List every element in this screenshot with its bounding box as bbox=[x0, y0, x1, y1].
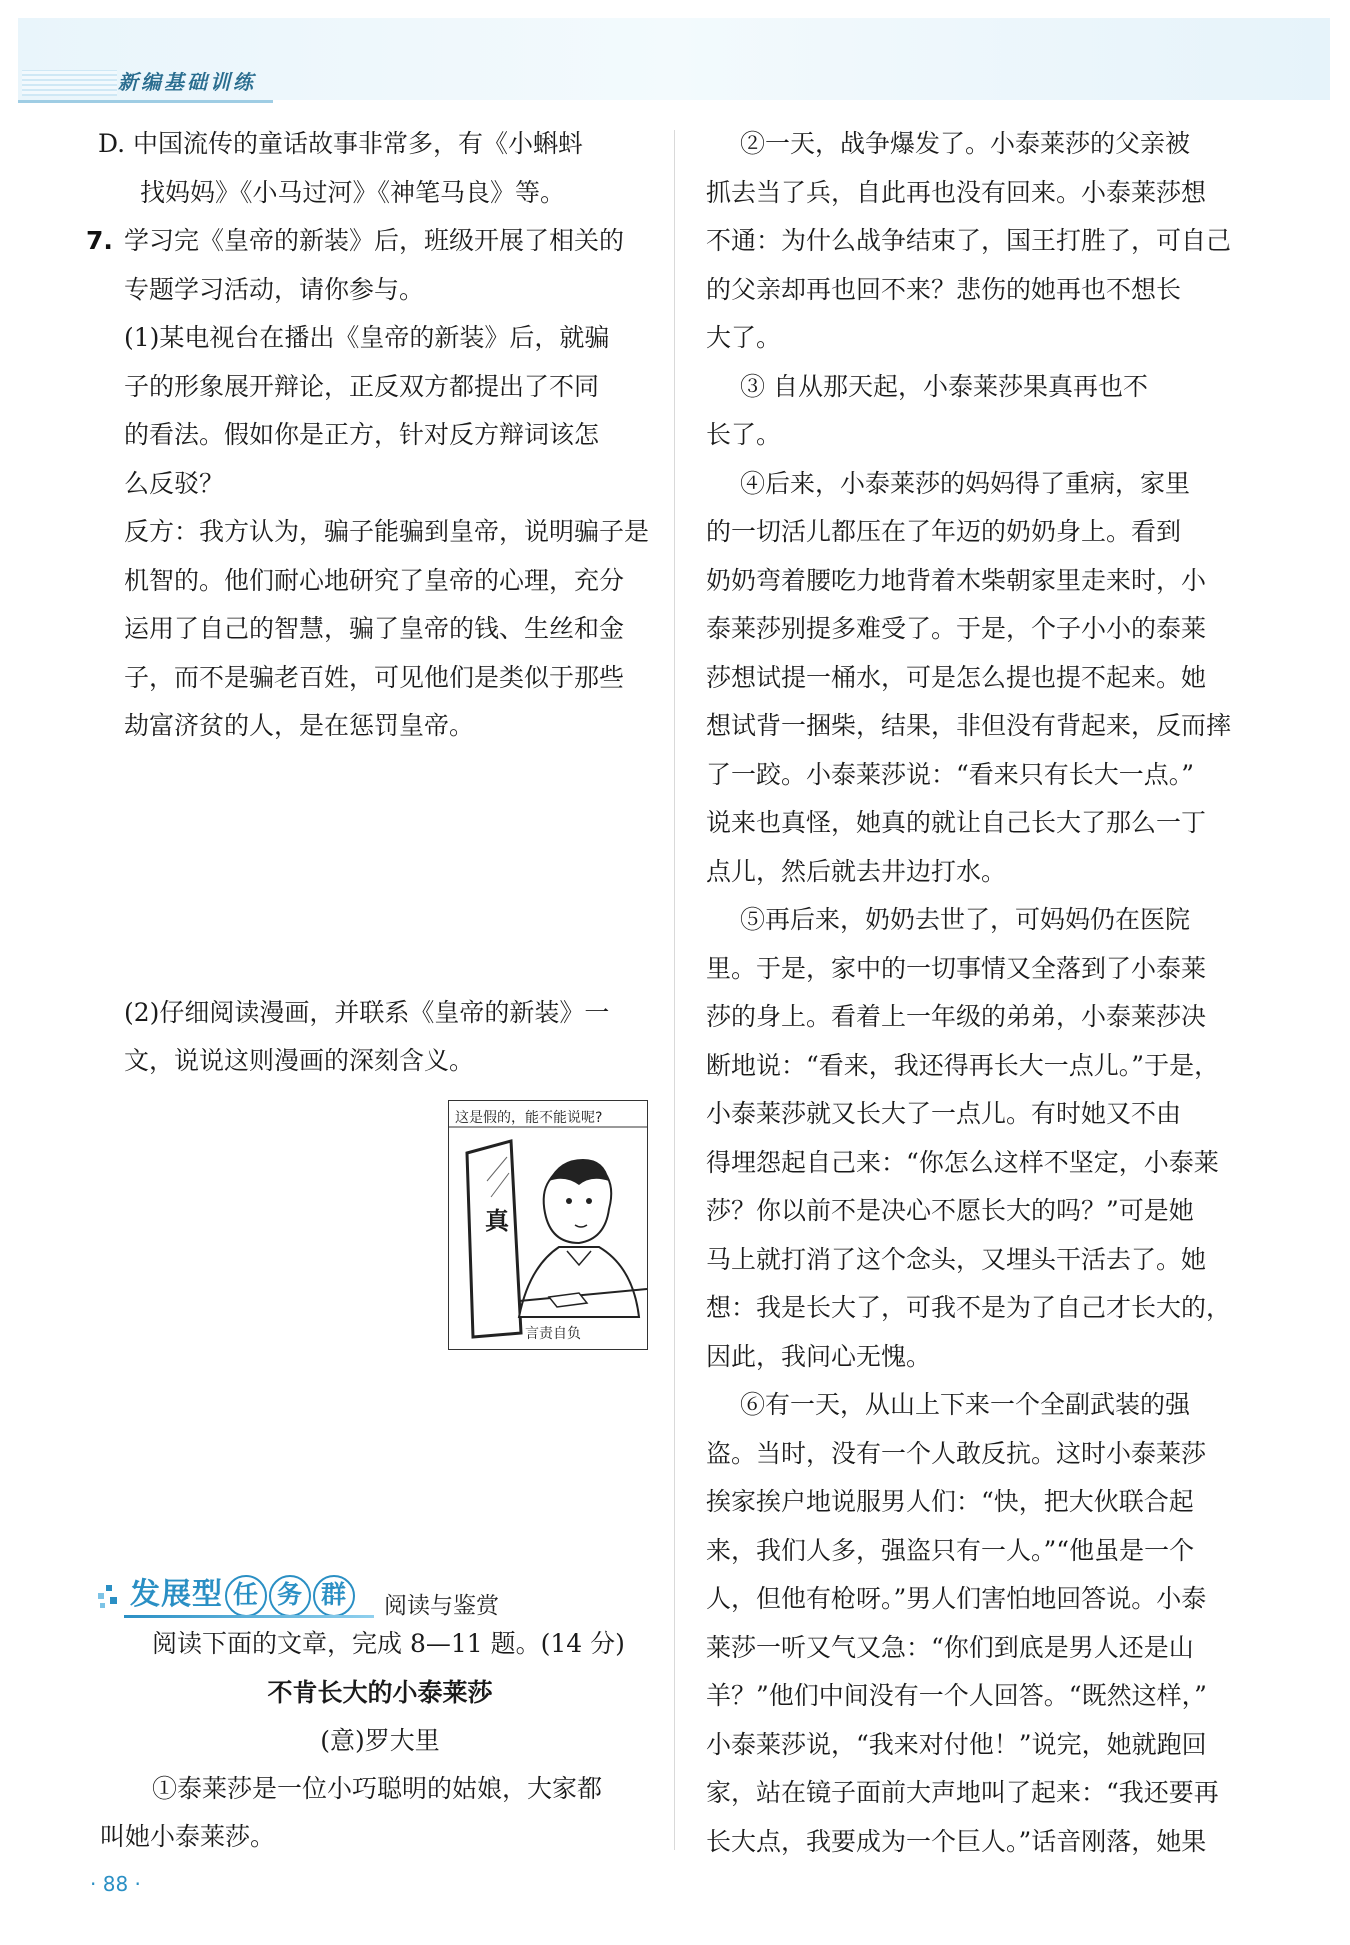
article-line: 来，我们人多，强盗只有一人。”“他虽是一个 bbox=[706, 1535, 1195, 1565]
article-line: 抓去当了兵，自此再也没有回来。小泰莱莎想 bbox=[706, 177, 1207, 207]
article-line: 家，站在镜子面前大声地叫了起来：“我还要再 bbox=[706, 1778, 1219, 1807]
mirror-text: 真 bbox=[485, 1207, 509, 1235]
eye bbox=[566, 1198, 572, 1204]
body bbox=[519, 1247, 639, 1317]
article-author: (意)罗大里 bbox=[320, 1725, 440, 1755]
right-column bbox=[706, 120, 1266, 1866]
answer-space-1[interactable] bbox=[124, 751, 650, 989]
circled-char: 任 bbox=[225, 1575, 267, 1617]
article-line: ②一天，战争爆发了。小泰莱莎的父亲被 bbox=[740, 129, 1191, 158]
option-d-line: 找妈妈》《小马过河》《神笔马良》等。 bbox=[140, 177, 566, 207]
article-line: ④后来，小泰莱莎的妈妈得了重病，家里 bbox=[740, 468, 1191, 498]
sub-question-2 bbox=[124, 989, 650, 1086]
article-line: 奶奶弯着腰吃力地背着木柴朝家里走来时，小 bbox=[706, 565, 1207, 595]
argument-line: 子，而不是骗老百姓，可见他们是类似于那些 bbox=[124, 662, 625, 692]
article-line: 因此，我问心无愧。 bbox=[706, 1341, 932, 1371]
task-banner bbox=[94, 1565, 654, 1625]
article-line: 的一切活儿都压在了年迈的奶奶身上。看到 bbox=[706, 517, 1182, 546]
article-line: ③ 自从那天起，小泰莱莎果真再也不 bbox=[740, 371, 1148, 401]
sub-question-line: 么反驳？ bbox=[124, 468, 225, 498]
article-paragraph-line: 叫她小泰莱莎。 bbox=[100, 1822, 276, 1851]
sub-question-line: 子的形象展开辩论，正反双方都提出了不同 bbox=[124, 371, 600, 401]
argument-line: 反方：我方认为，骗子能骗到皇帝，说明骗子是 bbox=[124, 517, 650, 546]
article-line: 泰莱莎别提多难受了。于是，个子小小的泰莱 bbox=[706, 614, 1207, 643]
article-line: 大了。 bbox=[706, 323, 782, 352]
task-title bbox=[130, 1569, 355, 1617]
option-d bbox=[90, 120, 650, 217]
argument-line: 机智的。他们耐心地研究了皇帝的心理，充分 bbox=[124, 565, 625, 595]
sub-question-line: 的看法。假如你是正方，针对反方辩词该怎 bbox=[124, 420, 600, 449]
question-number: 7. bbox=[86, 226, 113, 255]
dots-decoration-icon bbox=[94, 1583, 122, 1611]
article-line: 莎？你以前不是决心不愿长大的吗？”可是她 bbox=[706, 1196, 1194, 1225]
cartoon-caption: 言责自负 bbox=[525, 1326, 581, 1342]
sub-question-line: (1)某电视台在播出《皇帝的新装》后，就骗 bbox=[124, 323, 610, 352]
question-7-line: 专题学习活动，请你参与。 bbox=[124, 274, 425, 304]
article-line: 莎想试提一桶水，可是怎么提也提不起来。她 bbox=[706, 662, 1207, 692]
option-d-line: D. 中国流传的童话故事非常多，有《小蝌蚪 bbox=[98, 129, 584, 158]
article-line: 长了。 bbox=[706, 420, 782, 449]
opposing-argument bbox=[124, 508, 650, 751]
argument-line: 运用了自己的智慧，骗了皇帝的钱、生丝和金 bbox=[124, 614, 625, 643]
question-7-line: 学习完《皇帝的新装》后，班级开展了相关的 bbox=[124, 226, 625, 255]
article-title: 不肯长大的小泰莱莎 bbox=[267, 1677, 493, 1707]
header-title: 新编基础训练 bbox=[118, 70, 256, 94]
article-line: 的父亲却再也回不来？悲伤的她再也不想长 bbox=[706, 274, 1182, 304]
cartoon-speech: 这是假的，能不能说呢? bbox=[455, 1110, 603, 1126]
circled-char: 务 bbox=[269, 1575, 311, 1617]
article-line: 得埋怨起自己来：“你怎么这样不坚定，小泰莱 bbox=[706, 1147, 1219, 1177]
task-underline bbox=[124, 1615, 374, 1618]
cartoon bbox=[448, 1100, 648, 1350]
article-line: 挨家挨户地说服男人们：“快，把大伙联合起 bbox=[706, 1487, 1194, 1516]
article-line: 长大点，我要成为一个巨人。”话音刚落，她果 bbox=[706, 1826, 1207, 1856]
article-line: 想：我是长大了，可我不是为了自己才长大的， bbox=[706, 1293, 1232, 1322]
sub-question-line: 文，说说这则漫画的深刻含义。 bbox=[124, 1046, 475, 1075]
article-line: 想试背一捆柴，结果，非但没有背起来，反而摔 bbox=[706, 711, 1232, 740]
task-subtitle: 阅读与鉴赏 bbox=[384, 1593, 499, 1619]
eye bbox=[586, 1198, 592, 1204]
article-line: 了一跤。小泰莱莎说：“看来只有长大一点。” bbox=[706, 759, 1195, 789]
circled-char: 群 bbox=[313, 1575, 355, 1617]
question-7 bbox=[86, 217, 650, 1086]
article-line: 羊？”他们中间没有一个人回答。“既然这样，” bbox=[706, 1681, 1207, 1710]
article-line: 马上就打消了这个念头，又埋头干活去了。她 bbox=[706, 1244, 1207, 1274]
reading-instruction: 阅读下面的文章，完成 8—11 题。(14 分) bbox=[152, 1629, 625, 1658]
article-line: 人，但他有枪呀。”男人们害怕地回答说。小泰 bbox=[706, 1584, 1207, 1613]
article-line: 里。于是，家中的一切事情又全落到了小泰莱 bbox=[706, 953, 1207, 983]
article-line: 莱莎一听又气又急：“你们到底是男人还是山 bbox=[706, 1632, 1194, 1662]
article-line: 小泰莱莎说，“我来对付他！”说完，她就跑回 bbox=[706, 1729, 1207, 1759]
left-column bbox=[86, 120, 650, 1086]
header-stripes-decoration bbox=[22, 70, 117, 96]
cartoon-drawing bbox=[449, 1101, 647, 1349]
reading-block bbox=[100, 1620, 660, 1862]
article-line: 小泰莱莎就又长大了一点儿。有时她又不由 bbox=[706, 1099, 1182, 1128]
argument-line: 劫富济贫的人，是在惩罚皇帝。 bbox=[124, 711, 475, 740]
article-paragraph-line: ①泰莱莎是一位小巧聪明的姑娘，大家都 bbox=[152, 1773, 603, 1803]
sub-question-line: (2)仔细阅读漫画，并联系《皇帝的新装》一 bbox=[124, 997, 610, 1027]
mirror-frame bbox=[467, 1141, 521, 1337]
page-number: · 88 · bbox=[90, 1872, 141, 1896]
article-line: 不通：为什么战争结束了，国王打胜了，可自己 bbox=[706, 226, 1232, 255]
article-line: ⑤再后来，奶奶去世了，可妈妈仍在医院 bbox=[740, 905, 1191, 934]
article-line: 盗。当时，没有一个人敢反抗。这时小泰莱莎 bbox=[706, 1438, 1207, 1468]
task-title-prefix: 发展型 bbox=[130, 1577, 223, 1612]
article-line: 点儿，然后就去井边打水。 bbox=[706, 856, 1007, 886]
article-line: ⑥有一天，从山上下来一个全副武装的强 bbox=[740, 1390, 1191, 1419]
article-line: 说来也真怪，她真的就让自己长大了那么一丁 bbox=[706, 808, 1207, 837]
column-divider bbox=[674, 130, 675, 1850]
header-underline bbox=[18, 100, 273, 103]
article-line: 断地说：“看来，我还得再长大一点儿。”于是， bbox=[706, 1050, 1220, 1080]
article-line: 莎的身上。看着上一年级的弟弟，小泰莱莎决 bbox=[706, 1002, 1207, 1031]
sub-question-1 bbox=[124, 314, 650, 508]
